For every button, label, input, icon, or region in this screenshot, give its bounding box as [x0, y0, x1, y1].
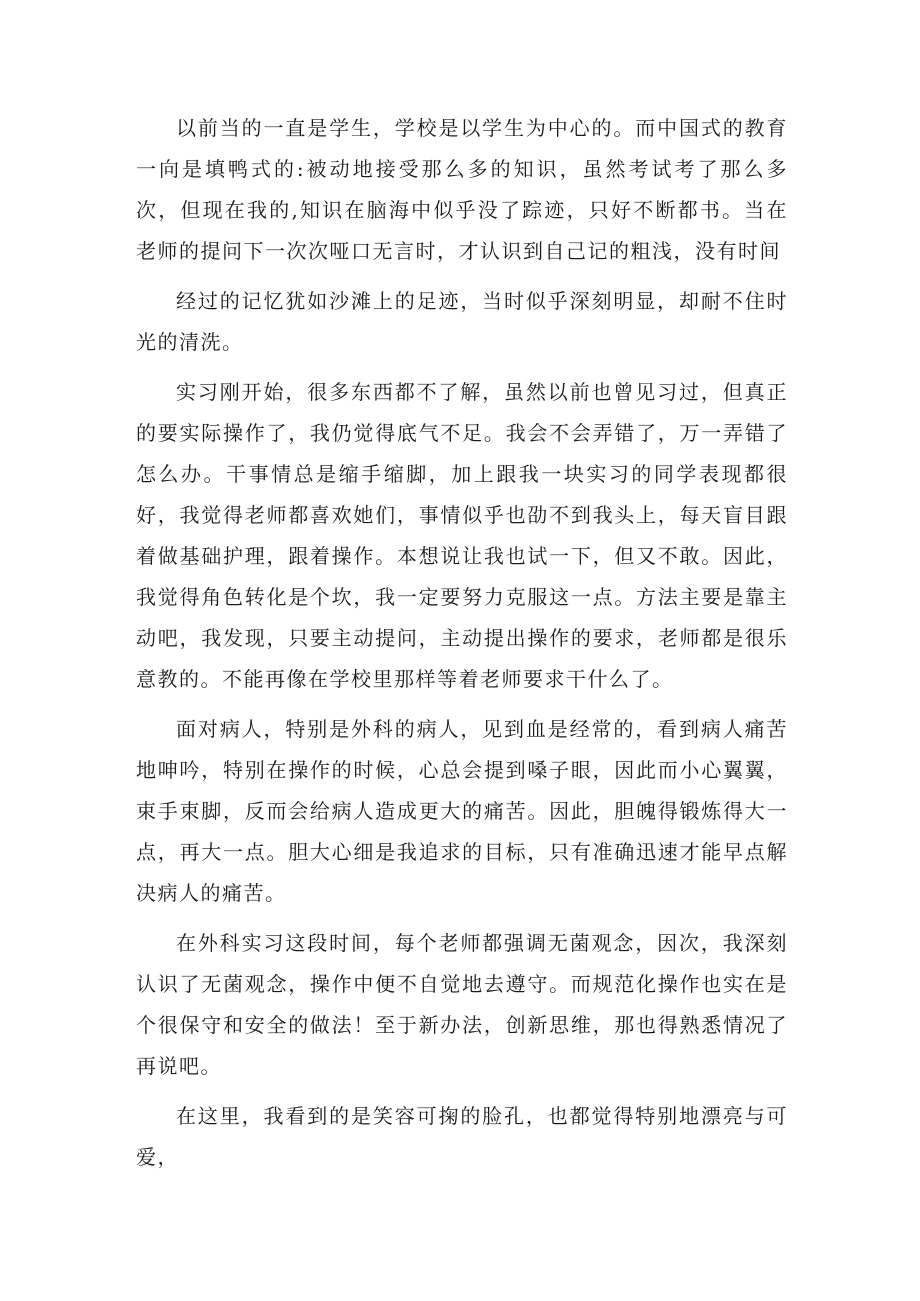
- paragraph-1: 以前当的一直是学生，学校是以学生为中心的。而中国式的教育一向是填鸭式的:被动地接受那么多的知识，虽然考试考了那么多次，但现在我的,知识在脑海中似乎没了踪迹，只好不断都书。当在老师的提问下一次次哑口无言时，才认识到自己记的粗浅，没有时间: [136, 116, 788, 263]
- paragraph-5: 在外科实习这段时间，每个老师都强调无菌观念，因次，我深刻认识了无菌观念，操作中便不自觉地去遵守。而规范化操作也实在是个很保守和安全的做法！至于新办法，创新思维，那也得熟悉情况了再说吧。: [136, 931, 788, 1078]
- document-body: [136, 108, 788, 1187]
- paragraph-2: 经过的记忆犹如沙滩上的足迹，当时似乎深刻明显，却耐不住时光的清洗。: [136, 289, 788, 354]
- paragraph-4: 面对病人，特别是外科的病人，见到血是经常的，看到病人痛苦地呻吟，特别在操作的时候，心总会提到嗓子眼，因此而小心翼翼，束手束脚，反而会给病人造成更大的痛苦。因此，胆魄得锻炼得大一点，再大一点。胆大心细是我追求的目标，只有准确迅速才能早点解决病人的痛苦。: [136, 717, 788, 905]
- paragraph-3: 实习刚开始，很多东西都不了解，虽然以前也曾见习过，但真正的要实际操作了，我仍觉得底气不足。我会不会弄错了，万一弄错了怎么办。干事情总是缩手缩脚，加上跟我一块实习的同学表现都很好，我觉得老师都喜欢她们，事情似乎也劭不到我头上，每天盲目跟着做基础护理，跟着操作。本想说让我也试一下，但又不敢。因此，我觉得角色转化是个坎，我一定要努力克服这一点。方法主要是靠主动吧，我发现，只要主动提问，主动提出操作的要求，老师都是很乐意教的。不能再像在学校里那样等着老师要求干什么了。: [136, 380, 788, 691]
- paragraph-6: 在这里，我看到的是笑容可掬的脸孔，也都觉得特别地漂亮与可爱，: [136, 1104, 788, 1169]
